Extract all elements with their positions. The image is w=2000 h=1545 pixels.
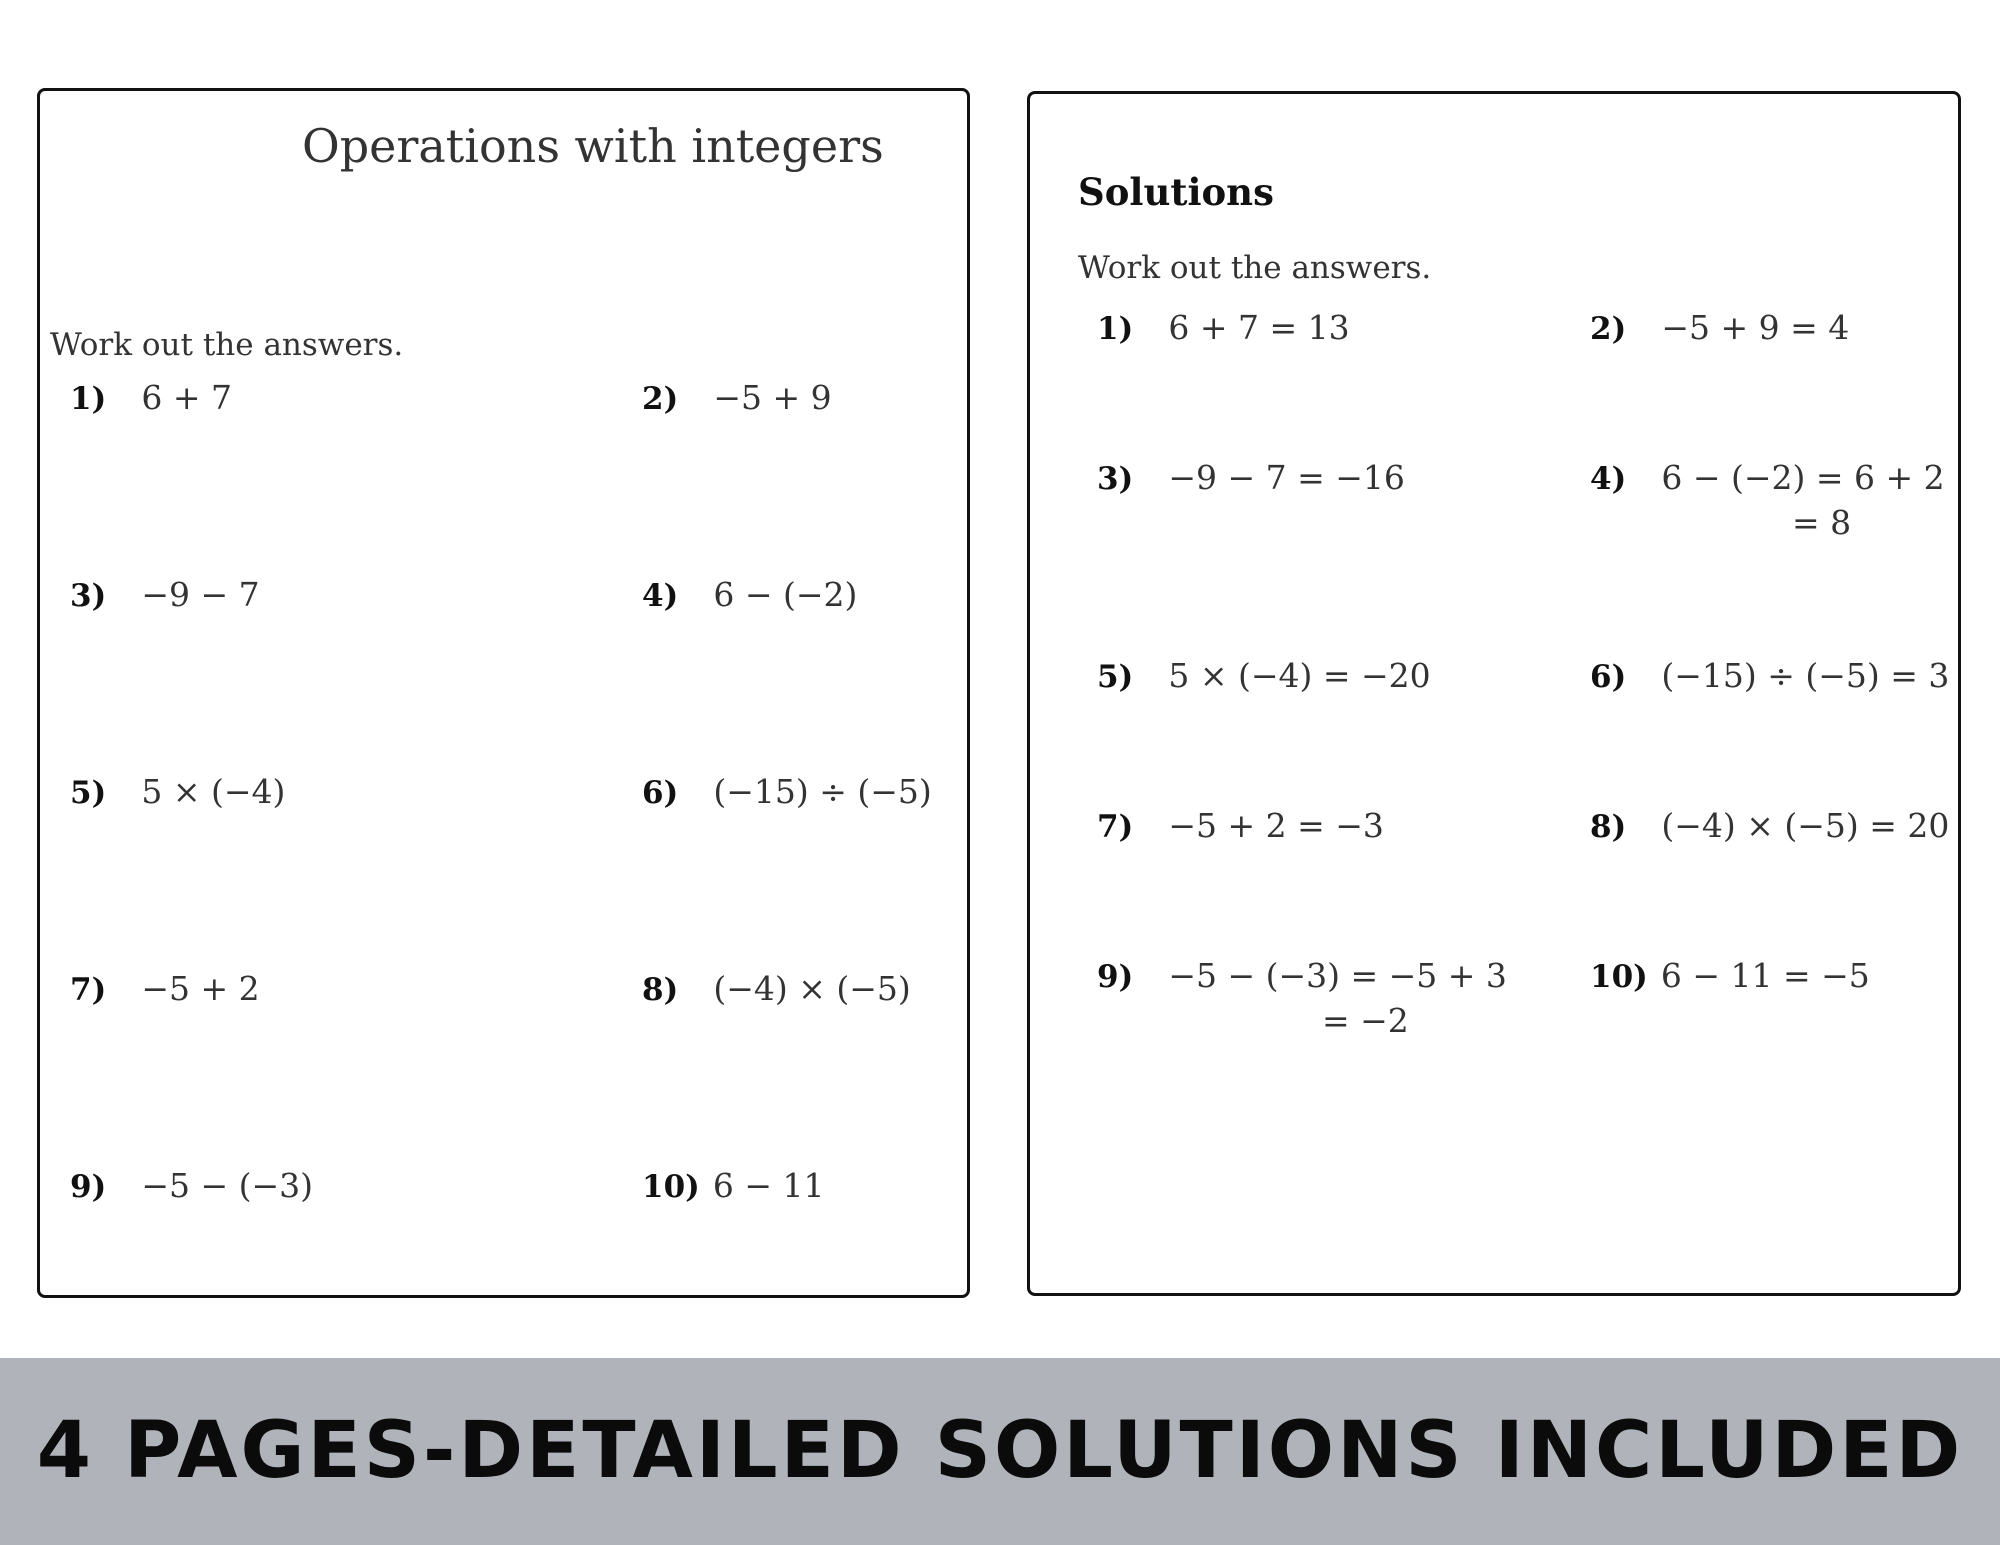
- worksheet-page: [37, 88, 970, 1298]
- problem-number: 9): [70, 1169, 107, 1205]
- problem-number: 4): [642, 578, 679, 614]
- solution-number: 1): [1097, 311, 1134, 347]
- solution-line: 6 − (−2) = 6 + 2: [1661, 458, 1945, 497]
- promo-banner: [0, 1358, 2000, 1545]
- problem-number: 1): [70, 381, 107, 417]
- solution-line: 5 × (−4) = −20: [1168, 656, 1431, 695]
- solution-number: 7): [1097, 809, 1134, 845]
- problem-item: [642, 969, 911, 1008]
- problem-expression: −5 − (−3): [141, 1166, 314, 1205]
- solution-number: 4): [1590, 461, 1627, 497]
- problem-expression: 5 × (−4): [141, 772, 286, 811]
- solutions-heading: Solutions: [1078, 170, 1274, 214]
- problem-expression: 6 + 7: [141, 378, 232, 417]
- solution-item: [1097, 458, 1405, 497]
- problem-item: [70, 772, 285, 811]
- problem-expression: 6 − (−2): [713, 575, 858, 614]
- problem-expression: −5 + 9: [713, 378, 832, 417]
- problem-expression: (−4) × (−5): [713, 969, 911, 1008]
- solution-number: 2): [1590, 311, 1627, 347]
- solution-item: [1590, 806, 1949, 845]
- problem-number: 6): [642, 775, 679, 811]
- problem-item: [70, 575, 260, 614]
- solution-line: −5 + 9 = 4: [1661, 308, 1850, 347]
- solution-line: (−15) ÷ (−5) = 3: [1661, 656, 1950, 695]
- problem-number: 7): [70, 972, 107, 1008]
- solution-number: 5): [1097, 659, 1134, 695]
- solution-number: 6): [1590, 659, 1627, 695]
- problem-item: [70, 378, 232, 417]
- solution-item: [1097, 806, 1384, 845]
- solution-item: [1097, 308, 1350, 347]
- problem-expression: −9 − 7: [141, 575, 260, 614]
- problem-expression: −5 + 2: [141, 969, 260, 1008]
- solution-line: 6 − 11 = −5: [1660, 956, 1870, 995]
- problem-item: [70, 1166, 313, 1205]
- solution-number: 9): [1097, 959, 1134, 995]
- solution-number: 10): [1590, 959, 1648, 995]
- problem-expression: 6 − 11: [712, 1166, 825, 1205]
- solution-item: [1590, 656, 1949, 695]
- solution-item: [1097, 956, 1507, 995]
- solution-number: 8): [1590, 809, 1627, 845]
- solution-item: [1590, 956, 1870, 995]
- worksheet-instructions: Work out the answers.: [50, 327, 404, 363]
- solution-line: −5 + 2 = −3: [1168, 806, 1384, 845]
- solution-line: 6 + 7 = 13: [1168, 308, 1350, 347]
- solution-line-continued: = −2: [1322, 1001, 1409, 1040]
- solution-item: [1590, 458, 1945, 497]
- solution-number: 3): [1097, 461, 1134, 497]
- solution-item: [1097, 656, 1431, 695]
- problem-number: 2): [642, 381, 679, 417]
- problem-number: 3): [70, 578, 107, 614]
- solutions-page: [1027, 91, 1961, 1296]
- banner-text: 4 PAGES-DETAILED SOLUTIONS INCLUDED: [36, 1406, 1964, 1496]
- problem-item: [642, 1166, 825, 1205]
- solution-line: −5 − (−3) = −5 + 3: [1168, 956, 1507, 995]
- solution-line: (−4) × (−5) = 20: [1661, 806, 1950, 845]
- worksheet-title: Operations with integers: [302, 119, 884, 173]
- problem-item: [642, 772, 932, 811]
- problem-number: 5): [70, 775, 107, 811]
- solutions-instructions: Work out the answers.: [1078, 250, 1432, 286]
- solution-item: [1590, 308, 1849, 347]
- problem-number: 8): [642, 972, 679, 1008]
- solution-line-continued: = 8: [1792, 503, 1852, 542]
- problem-item: [642, 378, 832, 417]
- problem-item: [642, 575, 857, 614]
- problem-item: [70, 969, 260, 1008]
- solution-line: −9 − 7 = −16: [1168, 458, 1405, 497]
- problem-number: 10): [642, 1169, 700, 1205]
- problem-expression: (−15) ÷ (−5): [713, 772, 932, 811]
